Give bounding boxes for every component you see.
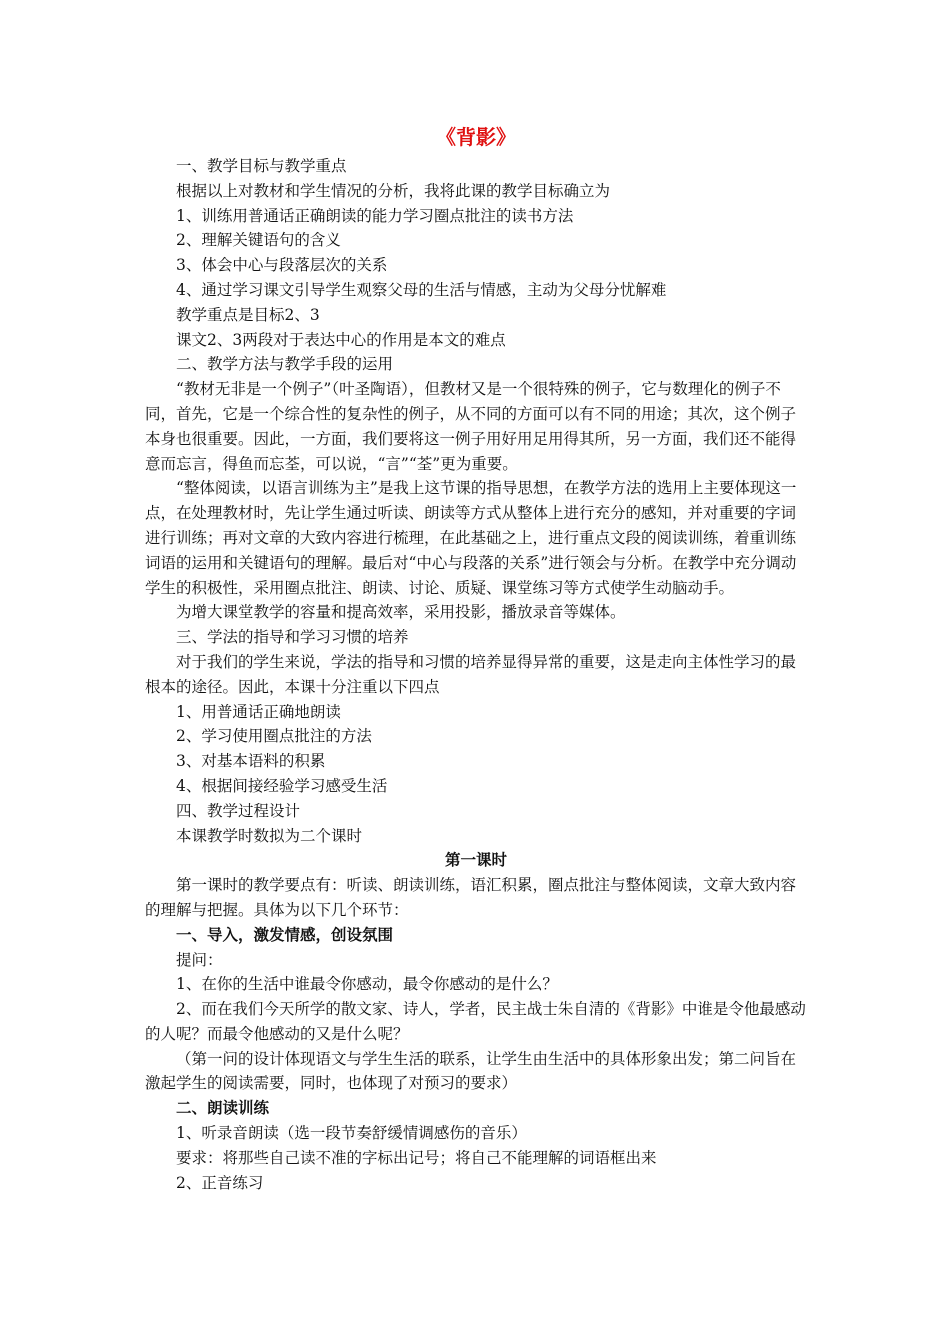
objective-item-1: 1、训练用普通话正确朗读的能力学习圈点批注的读书方法 xyxy=(176,206,574,225)
paragraph-first-lesson-points: 第一课时的教学要点有：听读、朗读训练，语汇积累，圈点批注与整体阅读，文章大致内容的理解与把握。具体为以下几个环节： xyxy=(145,876,797,919)
reading-requirement: 要求：将那些自己读不准的字标出记号；将自己不能理解的词语框出来 xyxy=(176,1148,657,1167)
subheading-first-lesson: 第一课时 xyxy=(444,850,507,870)
section-heading-methods: 二、教学方法与教学手段的运用 xyxy=(176,355,394,374)
question-label: 提问： xyxy=(176,950,223,969)
paragraph-objectives-intro: 根据以上对教材和学生情况的分析，我将此课的教学目标确立为 xyxy=(176,181,611,200)
reading-item-2: 2、正音练习 xyxy=(176,1173,264,1192)
teaching-difficulty: 课文2、3两段对于表达中心的作用是本文的难点 xyxy=(176,330,506,349)
question-item-2: 2、而在我们今天所学的散文家、诗人，学者，民主战士朱自清的《背影》中谁是令他最感动的人呢？而最令他感动的又是什么呢？ xyxy=(145,1000,806,1043)
paragraph-methods-1: “教材无非是一个例子”（叶圣陶语），但教材又是一个很特殊的例子，它与数理化的例子不同，首先，它是一个综合性的复杂性的例子，从不同的方面可以有不同的用途；其次，这个例子本身也很重要。因此，一方面，我们要将这一例子用好用足用得其所，另一方面，我们还不能得意而忘言，得鱼而忘荃，可以说，“言”“荃”更为重要。 xyxy=(145,380,797,473)
objective-item-2: 2、理解关键语句的含义 xyxy=(176,231,341,250)
question-item-1: 1、在你的生活中谁最令你感动，最令你感动的是什么？ xyxy=(176,975,558,994)
document-body xyxy=(145,122,807,1195)
section-heading-process: 四、教学过程设计 xyxy=(176,801,301,820)
teaching-focus: 教学重点是目标2、3 xyxy=(176,305,320,324)
document-title: 《背影》 xyxy=(436,125,516,149)
step-heading-reading: 二、朗读训练 xyxy=(176,1098,270,1118)
design-note: （第一问的设计体现语文与学生生活的联系，让学生由生活中的具体形象出发；第二问旨在激起学生的阅读需要，同时，也体现了对预习的要求） xyxy=(145,1049,797,1093)
objective-item-3: 3、体会中心与段落层次的关系 xyxy=(176,256,388,275)
section-heading-learning: 三、学法的指导和学习习惯的培养 xyxy=(176,628,409,647)
paragraph-process-intro: 本课教学时数拟为二个课时 xyxy=(176,826,363,845)
paragraph-methods-2: “整体阅读，以语言训练为主”是我上这节课的指导思想，在教学方法的选用上主要体现这一点，在处理教材时，先让学生通过听读、朗读等方式从整体上进行充分的感知，并对重要的字词进行训练；再对文章的大致内容进行梳理，在此基础之上，进行重点文段的阅读训练，着重训练词语的运用和关键语句的理解。最后对“中心与段落的关系”进行领会与分析。在教学中充分调动学生的积极性，采用圈点批注、朗读、讨论、质疑、课堂练习等方式使学生动脑动手。 xyxy=(145,479,797,597)
step-heading-intro: 一、导入，激发情感，创设氛围 xyxy=(176,924,394,944)
paragraph-learning-intro: 对于我们的学生来说，学法的指导和习惯的培养显得异常的重要，这是走向主体性学习的最根本的途径。因此，本课十分注重以下四点 xyxy=(145,652,797,696)
learning-item-3: 3、对基本语料的积累 xyxy=(176,752,326,771)
learning-item-4: 4、根据间接经验学习感受生活 xyxy=(176,776,388,795)
section-heading-objectives: 一、教学目标与教学重点 xyxy=(176,157,347,175)
reading-item-1: 1、听录音朗读（选一段节奏舒缓情调感伤的音乐） xyxy=(176,1124,527,1143)
learning-item-1: 1、用普通话正确地朗读 xyxy=(176,702,341,721)
paragraph-methods-3: 为增大课堂教学的容量和提高效率，采用投影，播放录音等媒体。 xyxy=(176,603,626,622)
learning-item-2: 2、学习使用圈点批注的方法 xyxy=(176,727,372,746)
objective-item-4: 4、通过学习课文引导学生观察父母的生活与情感，主动为父母分忧解难 xyxy=(176,280,667,299)
